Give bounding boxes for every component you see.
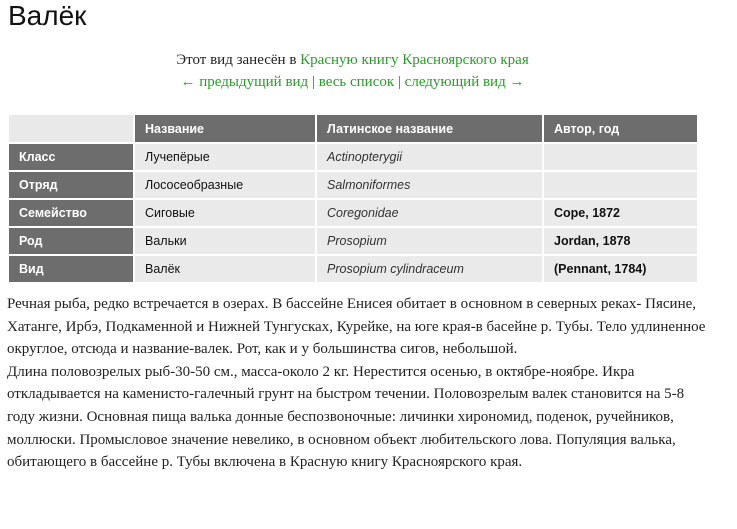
- latin-cell: Coregonidae: [315, 200, 542, 228]
- red-book-link[interactable]: Красную книгу Красноярского края: [300, 52, 529, 68]
- author-cell: [542, 144, 697, 172]
- description-paragraph: Длина половозрелых рыб-30-50 см., масса-около 2 кг. Нерестится осенью, в октябре-ноябре. Икра откладывается на каменисто-галечный грунт на быстром течении. Половозрелым валек становится на 5-8 году жизни. Основная пища валька донные беспозвоночные: личинки хирономид, поденок, ручейников, моллюски. Промысловое значение невелико, в основном объект любительского лова. Популяция валька, обитающего в бассейне р. Тубы включена в Красную книгу Красноярского края.: [7, 363, 685, 471]
- author-cell: Jordan, 1878: [542, 228, 697, 256]
- rank-cell: Род: [9, 228, 133, 256]
- author-cell: Cope, 1872: [542, 200, 697, 228]
- nav-separator: |: [311, 74, 315, 90]
- page-title: Валёк: [8, 0, 87, 31]
- table-row: [9, 256, 697, 284]
- author-cell: (Pennant, 1784): [542, 256, 697, 284]
- latin-cell: Prosopium cylindraceum: [315, 256, 542, 284]
- species-description: [7, 293, 707, 474]
- column-header-name: Название: [133, 115, 315, 144]
- rank-cell: Отряд: [9, 172, 133, 200]
- author-cell: [542, 172, 697, 200]
- latin-cell: Salmoniformes: [315, 172, 542, 200]
- previous-species-link[interactable]: ← предыдущий вид: [180, 74, 309, 90]
- table-row: [9, 144, 697, 172]
- name-cell: Валёк: [133, 256, 315, 284]
- description-paragraph: Речная рыба, редко встречается в озерах. В бассейне Енисея обитает в основном в северных реках- Пясине, Хатанге, Ирбэ, Подкаменной и Нижней Тунгусках, Курейке, на юге края-в басейне р. Тубы. Тело удлиненное округлое, отсюда и название-валек. Рот, как и у большинства сигов, небольшой.: [7, 296, 706, 358]
- latin-cell: Prosopium: [315, 228, 542, 256]
- table-row: [9, 228, 697, 256]
- taxonomy-table: [9, 115, 697, 284]
- rank-cell: Класс: [9, 144, 133, 172]
- name-cell: Сиговые: [133, 200, 315, 228]
- rank-cell: Вид: [9, 256, 133, 284]
- latin-cell: Actinopterygii: [315, 144, 542, 172]
- column-header-author: Автор, год: [542, 115, 697, 144]
- name-cell: Лучепёрые: [133, 144, 315, 172]
- header-corner: [9, 115, 133, 144]
- table-row: [9, 200, 697, 228]
- nav-links: [0, 71, 705, 93]
- table-header-row: [9, 115, 697, 144]
- red-book-notice-text: Этот вид занесён в: [176, 52, 301, 68]
- species-navigation: [0, 49, 705, 93]
- name-cell: Лососеобразные: [133, 172, 315, 200]
- rank-cell: Семейство: [9, 200, 133, 228]
- full-list-link[interactable]: весь список: [318, 74, 395, 90]
- red-book-notice: [0, 49, 705, 71]
- nav-separator: |: [397, 74, 401, 90]
- column-header-latin: Латинское название: [315, 115, 542, 144]
- next-species-link[interactable]: следующий вид →: [404, 74, 525, 90]
- table-row: [9, 172, 697, 200]
- name-cell: Вальки: [133, 228, 315, 256]
